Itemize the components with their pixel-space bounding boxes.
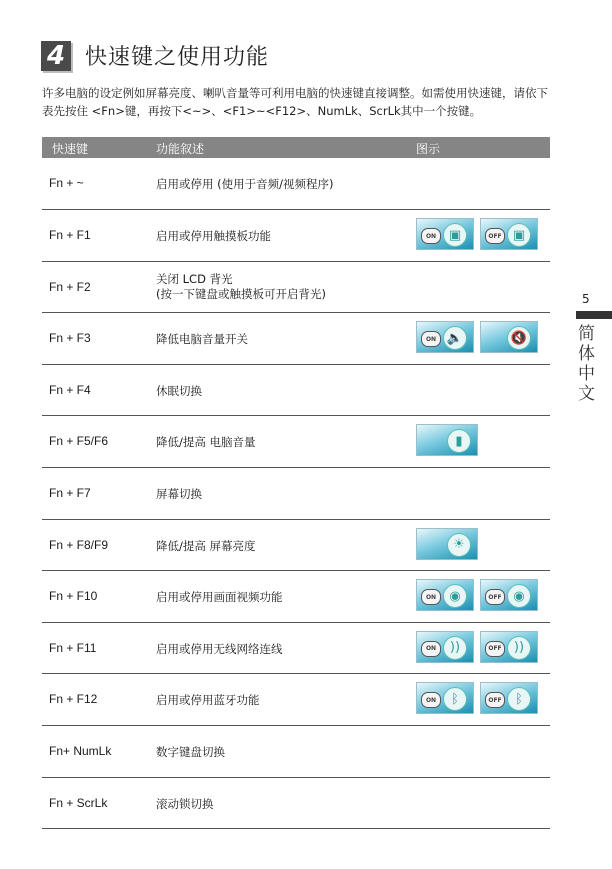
hotkey-table <box>42 137 550 829</box>
function-description <box>156 176 334 192</box>
wifi-icon-symbol: )) <box>507 636 531 660</box>
icon-group <box>416 218 538 250</box>
language-char: 简 <box>578 324 595 344</box>
touchpad-icon-symbol: ▣ <box>443 223 467 247</box>
description-line: 关闭 LCD 背光 <box>156 271 233 286</box>
function-description <box>156 641 283 657</box>
state-badge: OFF <box>485 641 505 657</box>
hotkey-label: Fn + F7 <box>49 485 91 500</box>
function-description <box>156 538 256 554</box>
language-char: 中 <box>578 364 595 384</box>
table-row <box>42 365 550 417</box>
page-title: 快速键之使用功能 <box>85 45 270 70</box>
speaker-mute-icon-symbol: 🔇 <box>507 326 531 350</box>
hotkey-label: Fn + F3 <box>49 331 91 346</box>
volume-level-icon-symbol: ▮ <box>447 429 471 453</box>
table-row <box>42 674 550 726</box>
description-line: 启用或停用蓝牙功能 <box>156 693 260 708</box>
description-line: 屏幕切换 <box>156 486 202 501</box>
wifi-icon <box>480 631 538 663</box>
table-row <box>42 468 550 520</box>
function-description <box>156 486 202 502</box>
language-char: 文 <box>578 384 595 404</box>
function-description <box>156 331 248 347</box>
description-line: 降低/提高 屏幕亮度 <box>156 538 256 553</box>
function-description <box>156 434 256 450</box>
wifi-icon <box>416 631 474 663</box>
touchpad-icon-symbol: ▣ <box>507 223 531 247</box>
webcam-icon-symbol: ◉ <box>443 584 467 608</box>
description-line: 启用或停用画面视频功能 <box>156 590 283 605</box>
description-line: 启用或停用无线网络连线 <box>156 641 283 656</box>
state-badge: ON <box>421 331 441 347</box>
brightness-icon <box>416 528 478 560</box>
touchpad-icon <box>480 218 538 250</box>
header-key: 快速键 <box>52 142 89 156</box>
function-description <box>156 272 326 302</box>
icon-group <box>416 424 478 456</box>
volume-level-icon <box>416 424 478 456</box>
webcam-icon-symbol: ◉ <box>507 584 531 608</box>
table-row <box>42 210 550 262</box>
state-badge: OFF <box>485 589 505 605</box>
description-line: 休眠切换 <box>156 383 202 398</box>
function-description <box>156 744 225 760</box>
hotkey-label: Fn + F10 <box>49 589 98 604</box>
table-row <box>42 313 550 365</box>
webcam-icon <box>416 579 474 611</box>
hotkey-label: Fn+ NumLk <box>49 743 112 758</box>
hotkey-label: Fn + ~ <box>49 176 84 190</box>
function-description <box>156 383 202 399</box>
description-line: 降低电脑音量开关 <box>156 332 248 347</box>
table-row <box>42 416 550 468</box>
icon-group <box>416 579 538 611</box>
brightness-icon-symbol: ☀ <box>447 533 471 557</box>
description-line: 启用或停用触摸板功能 <box>156 229 271 243</box>
page-number: 5 <box>582 292 590 306</box>
bluetooth-icon-symbol: ᛒ <box>443 687 467 711</box>
description-line-2: (按一下键盘或触摸板可开启背光) <box>156 286 326 301</box>
speaker-icon-symbol: 🔈 <box>443 326 467 350</box>
bluetooth-icon <box>480 682 538 714</box>
hotkey-label: Fn + F5/F6 <box>49 434 109 449</box>
table-row <box>42 262 550 314</box>
table-row <box>42 778 550 830</box>
bluetooth-icon-symbol: ᛒ <box>507 687 531 711</box>
state-badge: ON <box>421 692 441 708</box>
function-description <box>156 796 214 812</box>
icon-group <box>416 631 538 663</box>
table-row <box>42 520 550 572</box>
state-badge: ON <box>421 228 441 244</box>
icon-group <box>416 321 538 353</box>
function-description <box>156 228 271 244</box>
description-line: 数字键盘切换 <box>156 744 225 759</box>
header-icon: 图示 <box>416 142 441 156</box>
description-line: 启用或停用 (使用于音频/视频程序) <box>156 177 334 191</box>
intro-paragraph: 许多电脑的设定例如屏幕亮度、喇叭音量等可利用电脑的快速键直接调整。如需使用快速键，请依下表先按住 <Fn>键，再按下<~>、<F1>~<F12>、NumLk、ScrLk其中一个按键。 <box>42 86 548 118</box>
chapter-number: 4 <box>46 41 66 71</box>
table-row <box>42 571 550 623</box>
bluetooth-icon <box>416 682 474 714</box>
language-char: 体 <box>578 344 595 364</box>
hotkey-label: Fn + F1 <box>49 228 91 242</box>
description-line: 滚动锁切换 <box>156 796 214 811</box>
function-description <box>156 589 283 605</box>
state-badge: ON <box>421 641 441 657</box>
table-row <box>42 158 550 210</box>
icon-group <box>416 528 478 560</box>
language-label <box>578 324 598 404</box>
state-badge: OFF <box>485 228 505 244</box>
table-header <box>42 137 550 158</box>
table-row <box>42 726 550 778</box>
hotkey-label: Fn + F4 <box>49 382 91 397</box>
state-badge: OFF <box>485 692 505 708</box>
touchpad-icon <box>416 218 474 250</box>
state-badge: ON <box>421 589 441 605</box>
webcam-icon <box>480 579 538 611</box>
wifi-icon-symbol: )) <box>443 636 467 660</box>
header-function: 功能叙述 <box>156 142 205 156</box>
hotkey-label: Fn + F12 <box>49 692 98 707</box>
side-tab-bar <box>576 311 612 319</box>
speaker-icon <box>416 321 474 353</box>
icon-group <box>416 682 538 714</box>
speaker-mute-icon <box>480 321 538 353</box>
description-line: 降低/提高 电脑音量 <box>156 435 256 450</box>
hotkey-label: Fn + F11 <box>49 640 97 655</box>
table-body <box>42 158 550 829</box>
hotkey-label: Fn + ScrLk <box>49 795 108 810</box>
hotkey-label: Fn + F8/F9 <box>49 537 109 552</box>
hotkey-label: Fn + F2 <box>49 279 91 294</box>
chapter-number-box <box>41 41 71 71</box>
function-description <box>156 692 260 708</box>
table-row <box>42 623 550 675</box>
